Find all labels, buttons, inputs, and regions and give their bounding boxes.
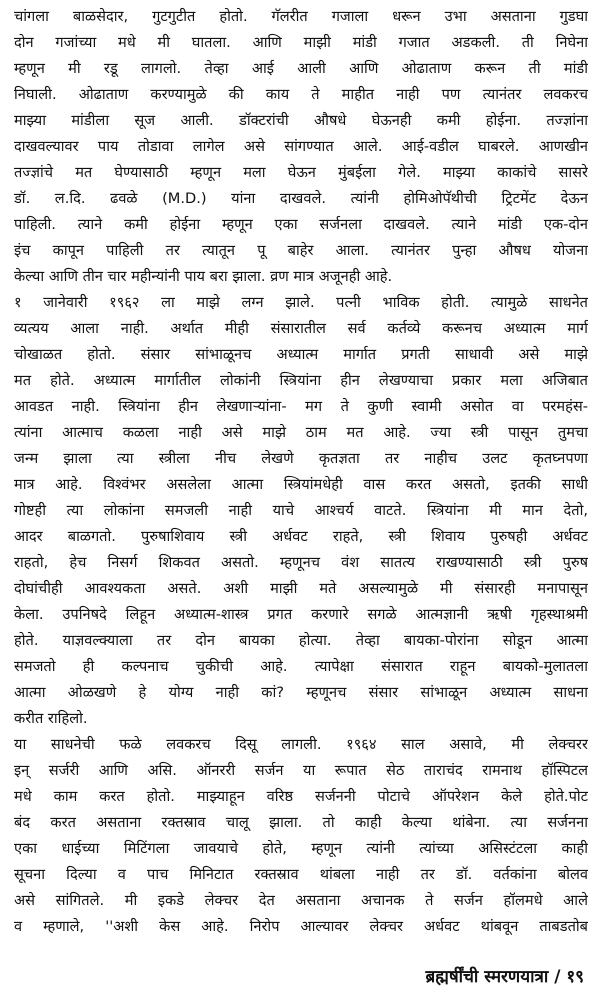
text-line: आदर बाळगतो. पुरुषाशिवाय स्त्री अर्धवट राहते, स्त्री शिवाय पुरुषही अर्धवट <box>14 528 588 545</box>
text-line: होते. याज्ञवल्क्याला तर दोन बायका होत्या. तेव्हा बायका-पोरांना सोडून आत्मा <box>14 632 588 649</box>
text-line: करीत राहिलो. <box>14 710 88 727</box>
text-line: केला. उपनिषदे लिहून अध्यात्म-शास्त्र प्रगत करणारे सगळे आत्मज्ञानी ऋषी गृहस्थाश्रमी <box>14 606 588 623</box>
text-line: आत्मा ओळखणे हे योग्य नाही कां? म्हणूनच संसार सांभाळून अध्यात्म साधना <box>14 684 588 701</box>
text-line: मधे काम करत होतो. माझ्याहून वरिष्ठ सर्जननी पोटाचे ऑपरेशन केले होते.पोट <box>14 788 588 805</box>
text-line: या साधनेची फळे लवकरच दिसू लागली. १९६४ साल असावे, मी लेक्चरर <box>14 736 588 753</box>
text-line: इन् सर्जरी आणि असि. ऑनररी सर्जन या रूपात सेठ ताराचंद रामनाथ हॉस्पिटल <box>14 762 588 779</box>
text-line: जन्म झाला त्या स्त्रीला नीच लेखणे कृतज्ञता तर नाहीच उलट कृतघ्नपणा <box>14 450 588 467</box>
text-line: राहतो, हेच निसर्ग शिकवत असतो. म्हणूनच वंश सातत्य राखण्यासाठी स्त्री पुरुष <box>14 554 588 571</box>
text-line: निघाली. ओढाताण करण्यामुळे की काय ते माहीत नाही पण त्यानंतर लवकरच <box>14 86 588 103</box>
text-line: माझ्या मांडीला सूज आली. डॉक्टरांची औषधे घेऊनही कमी होईना. तज्ज्ञांना <box>14 112 588 129</box>
text-line: चांगला बाळसेदार, गुटगुटीत होतो. गॅलरीत गजाला धरून उभा असताना गुडघा <box>14 8 588 25</box>
text-line: सूचना दिल्या व पाच मिनिटात रक्तस्राव थांबला नाही तर डॉ. वर्तकांना बोलव <box>14 866 588 883</box>
text-line: चोखाळत होतो. संसार सांभाळूनच अध्यात्म मार्गात प्रगती साधावी असे माझे <box>14 346 588 363</box>
page-footer: ब्रह्मर्षींची स्मरणयात्रा / १९ <box>425 967 584 987</box>
text-line: असे सांगितले. मी इकडे लेक्चर देत असताना अचानक ते सर्जन हॉलमधे आले <box>14 892 588 909</box>
text-line: दाखवल्यावर पाय तोडावा लागेल असे सांगण्यात आले. आई-वडील घाबरले. आणखीन <box>14 138 588 155</box>
text-line: एका धाईच्या मिटिंगला जावयाचे होते, म्हणून त्यांनी त्यांच्या असिस्टंटला काही <box>14 840 588 857</box>
text-line: व्यत्यय आला नाही. अर्थात मीही संसारातील सर्व कर्तव्ये करूनच अध्यात्म मार्ग <box>14 320 588 337</box>
text-line: दोन गजांच्या मधे मी घातला. आणि माझी मांडी गजात अडकली. ती निघेना <box>14 34 588 51</box>
text-line: म्हणून मी रडू लागलो. तेव्हा आई आली आणि ओढाताण करून ती मांडी <box>14 60 588 77</box>
text-line: बंद करत असताना रक्तस्राव चालू झाला. तो काही केल्या थांबेना. त्या सर्जनना <box>14 814 588 831</box>
text-line: मत होते. अध्यात्म मार्गातील लोकांनी स्त्रियांना हीन लेखण्याचा प्रकार मला अजिबात <box>14 372 588 389</box>
text-line: आवडत नाही. स्त्रियांना हीन लेखणाऱ्यांना- मग ते कुणी स्वामी असोत वा परमहंस- <box>14 398 588 415</box>
text-line: केल्या आणि तीन चार महीन्यांनी पाय बरा झाला. व्रण मात्र अजूनही आहे. <box>14 268 393 285</box>
text-line: तज्ज्ञांचे मत घेण्यासाठी म्हणून मला घेऊन मुंबईला गेले. माझ्या काकांचे सासरे <box>14 164 588 181</box>
text-line: समजतो ही कल्पनाच चुकीची आहे. त्यापेक्षा संसारात राहून बायको-मुलातला <box>14 658 588 675</box>
text-line: त्यांना आत्माच कळला नाही असे माझे ठाम मत आहे. ज्या स्त्री पासून तुमचा <box>14 424 588 441</box>
text-line: व म्हणाले, ''अशी केस आहे. निरोप आल्यावर लेक्चर अर्धवट थांबवून ताबडतोब <box>14 918 588 935</box>
text-line: गोष्टही त्या लोकांना समजली नाही याचे आश्चर्य वाटते. स्त्रियांना मी मान देतो, <box>14 502 588 519</box>
text-line: दोघांचीही आवश्यकता असते. अशी माझी मते असल्यामुळे मी संसारही मनापासून <box>14 580 588 597</box>
text-line: मात्र आहे. विश्वंभर असलेला आत्मा स्त्रियांमधेही वास करत असतो, इतकी साधी <box>14 476 588 493</box>
text-line: पाहिली. त्याने कमी होईना म्हणून एका सर्जनला दाखवले. त्याने मांडी एक-दोन <box>14 216 588 233</box>
text-line: डॉ. ल.दि. ढवळे (M.D.) यांना दाखवले. त्यांनी होमिओपॅथीची ट्रिटमेंट देऊन <box>14 190 588 207</box>
text-line: इंच कापून पाहिली तर त्यातून पू बाहेर आला. त्यानंतर पुन्हा औषध योजना <box>14 242 588 259</box>
text-line: १ जानेवारी १९६२ ला माझे लग्न झाले. पत्नी भाविक होती. त्यामुळे साधनेत <box>14 294 588 311</box>
